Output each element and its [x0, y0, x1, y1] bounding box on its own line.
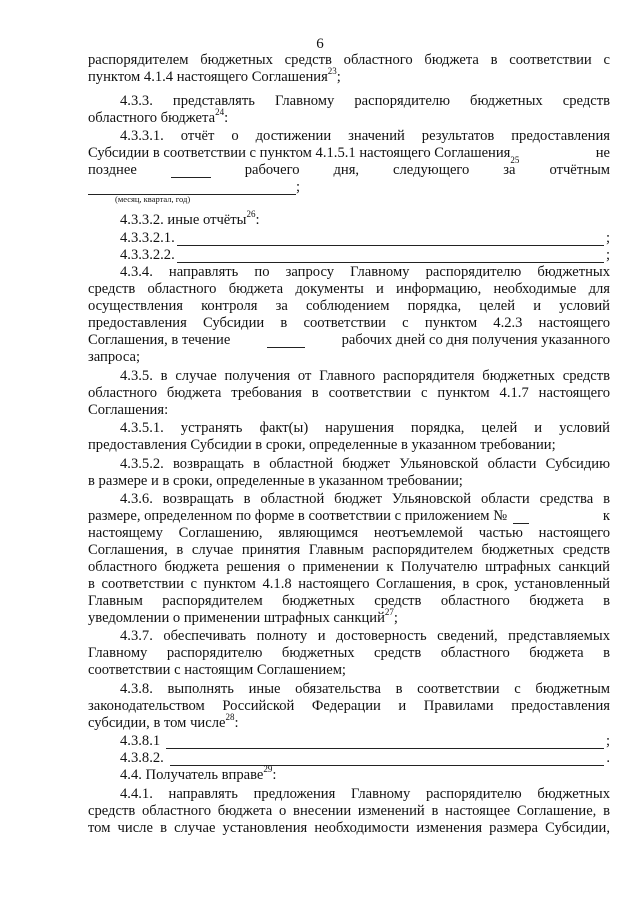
blank-field[interactable]	[171, 165, 211, 178]
text-line	[88, 281, 610, 297]
text-line	[88, 162, 610, 178]
text: Соглашения:	[88, 402, 169, 418]
paragraph-4-3-8	[120, 681, 610, 697]
text: не	[595, 145, 610, 161]
text: уведомлении о применении штрафных санкций	[88, 610, 385, 626]
text: 4.3.8.1	[120, 733, 161, 749]
text: 4.3.3.2.1.	[120, 230, 175, 246]
page-number: 6	[316, 36, 324, 52]
text: субсидии, в том числе	[88, 715, 226, 731]
text-line	[88, 525, 610, 541]
text: рабочего	[244, 162, 300, 178]
text: 4.3.3.1. отчёт о достижении значений результатов предоставления	[120, 128, 610, 144]
text: средств областного бюджета документы и информацию, необходимые для	[88, 281, 610, 297]
paragraph-4-3-3-2	[120, 209, 610, 228]
text: ;	[336, 69, 341, 85]
footnote-ref: 24	[215, 107, 225, 118]
text: запроса;	[88, 349, 141, 365]
text-line	[88, 332, 610, 348]
text: к	[602, 508, 610, 524]
text: пунктом 4.1.4 настоящего Соглашения	[88, 69, 328, 85]
text-line	[88, 698, 610, 714]
text-line	[88, 559, 610, 575]
text-line	[88, 662, 610, 678]
text-line	[120, 733, 610, 749]
text: законодательством Российской Федерации и Правилами предоставления	[88, 698, 610, 714]
paragraph-4-3-3-1	[120, 128, 610, 144]
text: осуществления контроля за соблюдением порядка, целей и условий	[88, 298, 610, 314]
text: Соглашения, в течение	[88, 332, 231, 348]
text: том числе в случае установления необходимости изменения размера Субсидии,	[88, 820, 610, 836]
text: :	[224, 110, 229, 126]
text: настоящему Соглашению, являющимся неотъемлемой частью настоящего	[88, 525, 610, 541]
text-line	[88, 820, 610, 836]
paragraph-4-3-4	[120, 264, 610, 280]
text: предоставления Субсидии в соответствии с пунктом 4.2.3 настоящего	[88, 315, 610, 331]
text: :	[255, 212, 260, 228]
text-line	[88, 803, 610, 819]
text: :	[234, 715, 239, 731]
footnote-ref: 23	[327, 66, 337, 77]
paragraph-4-3-3	[120, 93, 610, 109]
text-line	[120, 230, 610, 246]
paragraph-4-4-1	[120, 786, 610, 802]
text: 4.3.8.2.	[120, 750, 164, 766]
paragraph-4-3-5-2	[120, 456, 610, 472]
text: Соглашения, в случае принятия Главным распорядителем бюджетных средств	[88, 542, 610, 558]
text: 4.3.3.2. иные отчёты	[120, 212, 247, 228]
text: средств областного бюджета о внесении изменений в настоящее Соглашение, в	[88, 803, 610, 819]
text: 4.3.7. обеспечивать полноту и достоверность сведений, представляемых	[120, 628, 610, 644]
text-line	[88, 52, 610, 68]
text: 4.3.5.1. устранять факт(ы) нарушения порядка, целей и условий	[120, 420, 610, 436]
text-line	[88, 402, 610, 418]
text: :	[272, 767, 277, 783]
text-line: Субсидии в соответствии с пунктом 4.1.5.1 настоящего Соглашения $^{25}$ не	[88, 145, 610, 165]
text: за	[503, 162, 516, 178]
text-line	[88, 298, 610, 314]
text: дня,	[333, 162, 360, 178]
text-line	[88, 645, 610, 661]
text-line	[88, 607, 610, 626]
text: 4.3.3. представлять Главному распорядителю бюджетных средств	[120, 93, 610, 109]
text-line	[88, 473, 610, 489]
text-line	[88, 385, 610, 401]
text: предоставления Субсидии в сроки, определенные в указанном требовании;	[88, 437, 556, 453]
paragraph-4-3-7	[120, 628, 610, 644]
blank-field[interactable]	[177, 250, 604, 263]
text: размере, определенном по форме в соответствии с приложением №	[88, 508, 508, 524]
text-line	[88, 107, 610, 126]
text: распорядителем бюджетных средств областного бюджета в соответствии с	[88, 52, 610, 68]
text: 4.3.5. в случае получения от Главного распорядителя бюджетных средств	[120, 368, 610, 384]
text: 4.4. Получатель вправе	[120, 767, 264, 783]
text-line	[120, 750, 610, 766]
text-line	[88, 593, 610, 609]
text: 4.3.8. выполнять иные обязательства в соответствии с бюджетным	[120, 681, 610, 697]
text: областного бюджета требования в соответствии с пунктом 4.1.7 настоящего	[88, 385, 610, 401]
text: рабочих дней со дня получения указанного	[341, 332, 610, 348]
text: в размере и в сроки, определенные в указанном требовании;	[88, 473, 463, 489]
footnote-ref: 26	[246, 209, 256, 220]
text-line	[88, 437, 610, 453]
text-line	[88, 576, 610, 592]
text: ;	[605, 733, 610, 749]
field-caption: (месяц, квартал, год)	[115, 194, 191, 204]
footnote-ref: 27	[384, 607, 394, 618]
text: областного бюджета	[88, 110, 216, 126]
text-line	[88, 712, 610, 731]
text: Субсидии в соответствии с пунктом 4.1.5.1 настоящего Соглашения	[88, 145, 511, 161]
text-line	[120, 247, 610, 263]
paragraph-4-3-5-1	[120, 420, 610, 436]
text-line	[88, 508, 610, 524]
text: ;	[605, 247, 610, 263]
text-line	[88, 349, 610, 365]
text: ;	[605, 230, 610, 246]
footnote-ref: 29	[263, 764, 273, 775]
text-line	[88, 66, 610, 85]
text: следующего	[393, 162, 470, 178]
text: соответствии с настоящим Соглашением;	[88, 662, 346, 678]
text-line	[88, 542, 610, 558]
blank-field[interactable]	[513, 511, 529, 524]
text: 4.4.1. направлять предложения Главному распорядителю бюджетных	[120, 786, 610, 802]
blank-field[interactable]	[170, 753, 605, 766]
blank-field[interactable]	[166, 736, 604, 749]
text: ;	[296, 179, 301, 195]
text: .	[606, 750, 610, 766]
paragraph-4-3-6	[120, 491, 610, 507]
text: областного бюджета решения о применении к Получателю штрафных санкций	[88, 559, 610, 575]
text: отчётным	[549, 162, 610, 178]
text: в соответствии с пунктом 4.1.8 настоящего Соглашения, в срок, установленный	[88, 576, 610, 592]
blank-field[interactable]	[177, 233, 604, 246]
text: 4.3.5.2. возвращать в областной бюджет Ульяновской области Субсидию	[120, 456, 610, 472]
text: 4.3.6. возвращать в областной бюджет Ульяновской области средства в	[120, 491, 610, 507]
text-line	[88, 179, 610, 195]
paragraph-4-4	[120, 764, 610, 783]
text: ;	[393, 610, 398, 626]
text-line	[88, 315, 610, 331]
footnote-ref: 28	[225, 712, 235, 723]
text: Главному распорядителю бюджетных средств областного бюджета в	[88, 645, 610, 661]
text: 4.3.3.2.2.	[120, 247, 175, 263]
paragraph-4-3-5	[120, 368, 610, 384]
text: позднее	[88, 162, 137, 178]
blank-field[interactable]	[267, 335, 305, 348]
text: Главным распорядителем бюджетных средств областного бюджета в	[88, 593, 610, 609]
text: 4.3.4. направлять по запросу Главному распорядителю бюджетных	[120, 264, 610, 280]
